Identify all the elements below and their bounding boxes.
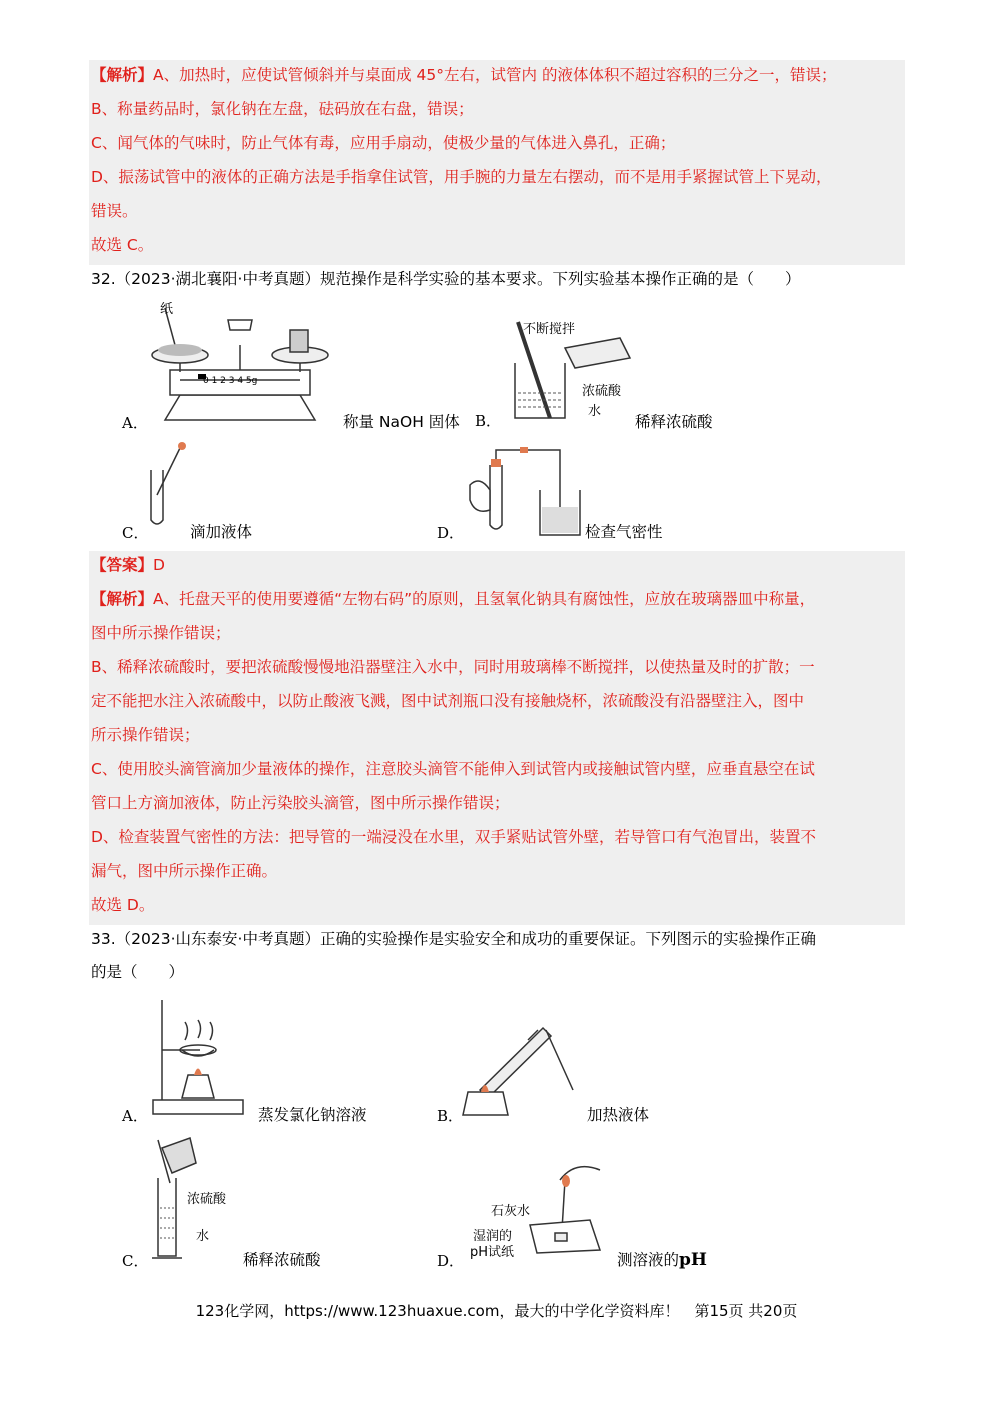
fig-b-stir-label: 不断搅拌 [523,322,576,337]
heating-liquid-figure [458,1010,578,1120]
analysis2-line-b3: 所示操作错误； [91,726,200,744]
ph-test-figure [525,1155,610,1255]
analysis2-line-c2: 管口上方滴加液体，防止污染胶头滴管，图中所示操作错误； [91,794,510,812]
fig-33c-acid-label: 浓硫酸 [187,1192,227,1207]
analysis2-line-d1: D、检查装置气密性的方法：把导管的一端浸没在水里，双手紧贴试管外壁，若导管口有气泡冒出，装置不 [91,828,816,846]
q32-opt-c-label: C． [122,524,149,542]
answer-value: D [153,556,165,574]
analysis1-prefix: 【解析】 [91,66,154,84]
analysis2-line-d2: 漏气，图中所示操作正确。 [91,862,278,880]
dropper-figure [145,440,190,530]
fig-b-water-label: 水 [588,404,602,419]
analysis2-prefix: 【解析】 [91,590,154,608]
answer-line [91,555,165,575]
q32-opt-a-label: A． [122,414,148,432]
q33-opt-b-caption: 加热液体 [587,1106,650,1124]
analysis2-line-a1 [91,589,815,609]
q33-stem-line2: 的是（ ） [91,963,185,981]
analysis1-a-text: A、加热时，应使试管倾斜并与桌面成 45°左右，试管内 的液体体积不超过容积的三分之一，错误； [153,66,837,84]
q32-opt-d-caption: 检查气密性 [585,523,663,541]
q33-opt-b-label: B． [437,1107,464,1125]
q32-opt-b-caption: 稀释浓硫酸 [635,413,713,431]
analysis1-line-d1: D、振荡试管中的液体的正确方法是手指拿住试管，用手腕的力量左右摆动，而不是用手紧握试管上下晃动， [91,168,832,186]
fig-a-paper-label: 纸 [160,302,174,317]
analysis2-line-c1: C、使用胶头滴管滴加少量液体的操作，注意胶头滴管不能伸入到试管内或接触试管内壁，应垂直悬空在试 [91,760,815,778]
q32-opt-d-label: D． [437,524,465,542]
page-footer: 123化学网，https://www.123huaxue.com，最大的中学化学资料库！ 第15页 共20页 [195,1302,798,1320]
balance-figure [140,300,340,430]
q33-opt-d-caption [617,1248,707,1270]
analysis2-choice: 故选 D。 [91,896,155,914]
q33-opt-a-label: A． [122,1107,148,1125]
fig-33c-water-label: 水 [196,1229,210,1244]
analysis2-a1-text: A、托盘天平的使用要遵循“左物右码”的原则，且氢氧化钠具有腐蚀性，应放在玻璃器皿中称量， [153,590,816,608]
fig-33d-lime-label: 石灰水 [491,1204,531,1219]
analysis-block-1 [89,60,905,265]
q33-opt-c-caption: 稀释浓硫酸 [243,1251,321,1269]
q32-opt-a-caption: 称量 NaOH 固体 [343,413,460,431]
fig-33d-paper-label-1: 湿润的 [473,1229,513,1244]
evaporation-figure [150,1000,245,1120]
analysis2-line-a2: 图中所示操作错误； [91,624,231,642]
q33-opt-d-caption-ph: pH [679,1250,707,1270]
q32-opt-c-caption: 滴加液体 [190,523,253,541]
fig-b-acid-label: 浓硫酸 [582,384,622,399]
airtightness-figure [465,445,585,540]
answer-prefix: 【答案】 [91,556,154,574]
analysis2-line-b1: B、稀释浓硫酸时，要把浓硫酸慢慢地沿器壁注入水中，同时用玻璃棒不断搅拌，以使热量及时的扩散；一 [91,658,815,676]
analysis1-line-b: B、称量药品时，氯化钠在左盘，砝码放在右盘，错误； [91,100,474,118]
analysis1-line-a [91,65,836,85]
analysis2-line-b2: 定不能把水注入浓硫酸中，以防止酸液飞溅，图中试剂瓶口没有接触烧杯，浓硫酸没有沿器壁注入，图中 [91,692,805,710]
q33-stem-line1: 33.（2023·山东泰安·中考真题）正确的实验操作是实验安全和成功的重要保证。下列图示的实验操作正确 [91,930,816,948]
fig-a-scale: 0 1 2 3 4 5g [203,376,258,386]
q33-opt-a-caption: 蒸发氯化钠溶液 [258,1106,367,1124]
q33-opt-d-label: D． [437,1252,465,1270]
q33-opt-c-label: C． [122,1252,149,1270]
q33-opt-d-caption-text: 测溶液的 [617,1251,680,1269]
q32-opt-b-label: B． [475,412,502,430]
analysis1-line-d2: 错误。 [91,202,138,220]
analysis1-choice: 故选 C。 [91,236,154,254]
q32-stem: 32.（2023·湖北襄阳·中考真题）规范操作是科学实验的基本要求。下列实验基本操作正确的是（ ） [91,270,801,288]
fig-33d-paper-label-2: pH试纸 [470,1245,515,1260]
analysis1-line-c: C、闻气体的气味时，防止气体有毒，应用手扇动，使极少量的气体进入鼻孔，正确； [91,134,676,152]
